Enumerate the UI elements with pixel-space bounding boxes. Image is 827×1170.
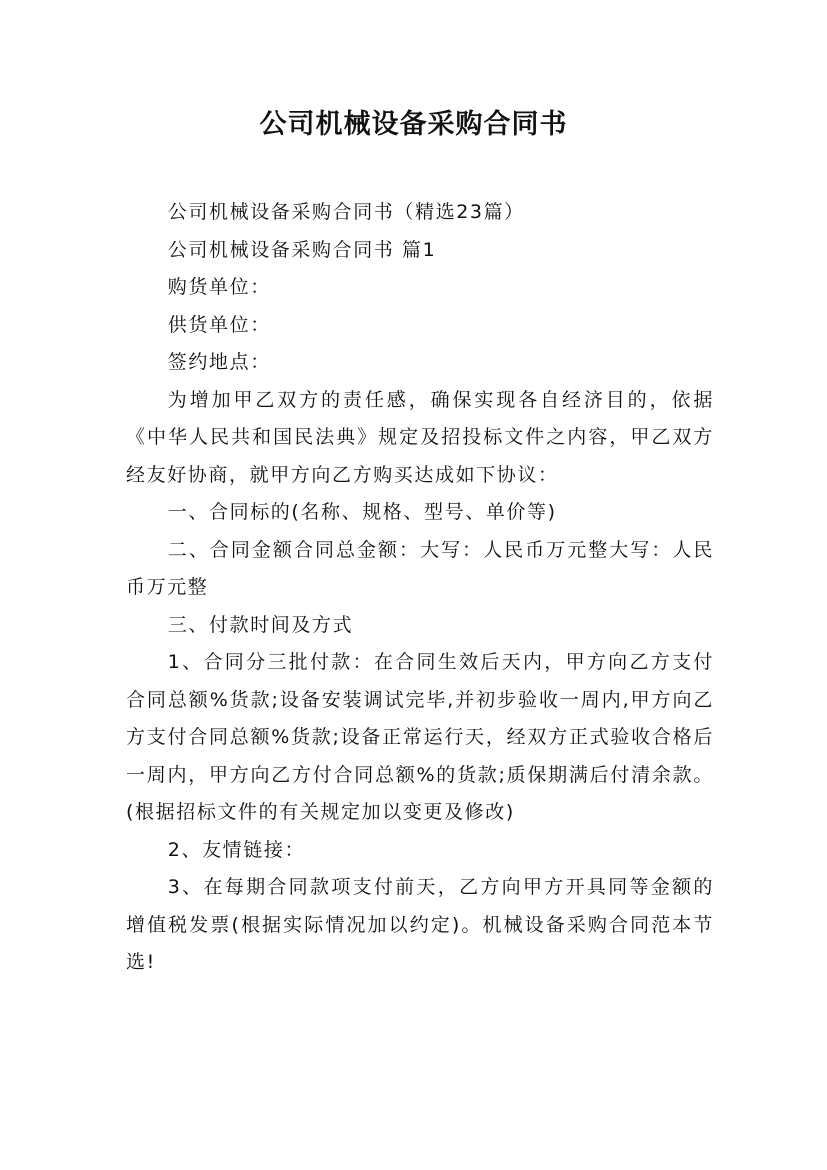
paragraph-clause-3: 三、付款时间及方式	[167, 613, 354, 636]
document-title: 公司机械设备采购合同书	[259, 109, 568, 140]
paragraph-preamble: 为增加甲乙双方的责任感，确保实现各自经济目的，依据《中华人民共和国民法典》规定及招投标文件之内容，甲乙双方经友好协商，就甲方向乙方购买达成如下协议：	[126, 388, 714, 486]
paragraph-payment-3: 3、在每期合同款项支付前天，乙方向甲方开具同等金额的增值税发票(根据实际情况加以约定)。机械设备采购合同范本节选!	[126, 876, 714, 973]
document-body	[126, 194, 714, 982]
paragraph-payment-1: 1、合同分三批付款：在合同生效后天内，甲方向乙方支付合同总额%货款;设备安装调试完毕,并初步验收一周内,甲方向乙方支付合同总额%货款;设备正常运行天，经双方正式验收合格后一周内，甲方向乙方付合同总额%的货款;质保期满后付清余款。(根据招标文件的有关规定加以变更及修改)	[126, 651, 714, 823]
paragraph-clause-2: 二、合同金额合同总金额：大写：人民币万元整大写：人民币万元整	[126, 538, 714, 598]
paragraph-section-heading: 公司机械设备采购合同书 篇1	[167, 238, 437, 261]
paragraph-subtitle: 公司机械设备采购合同书（精选23篇）	[167, 201, 525, 223]
paragraph-buyer: 购货单位：	[167, 276, 271, 298]
paragraph-payment-2: 2、友情链接：	[167, 838, 306, 861]
paragraph-supplier: 供货单位：	[167, 313, 271, 336]
paragraph-clause-1: 一、合同标的(名称、规格、型号、单价等)	[167, 501, 557, 523]
paragraph-location: 签约地点：	[167, 351, 271, 373]
